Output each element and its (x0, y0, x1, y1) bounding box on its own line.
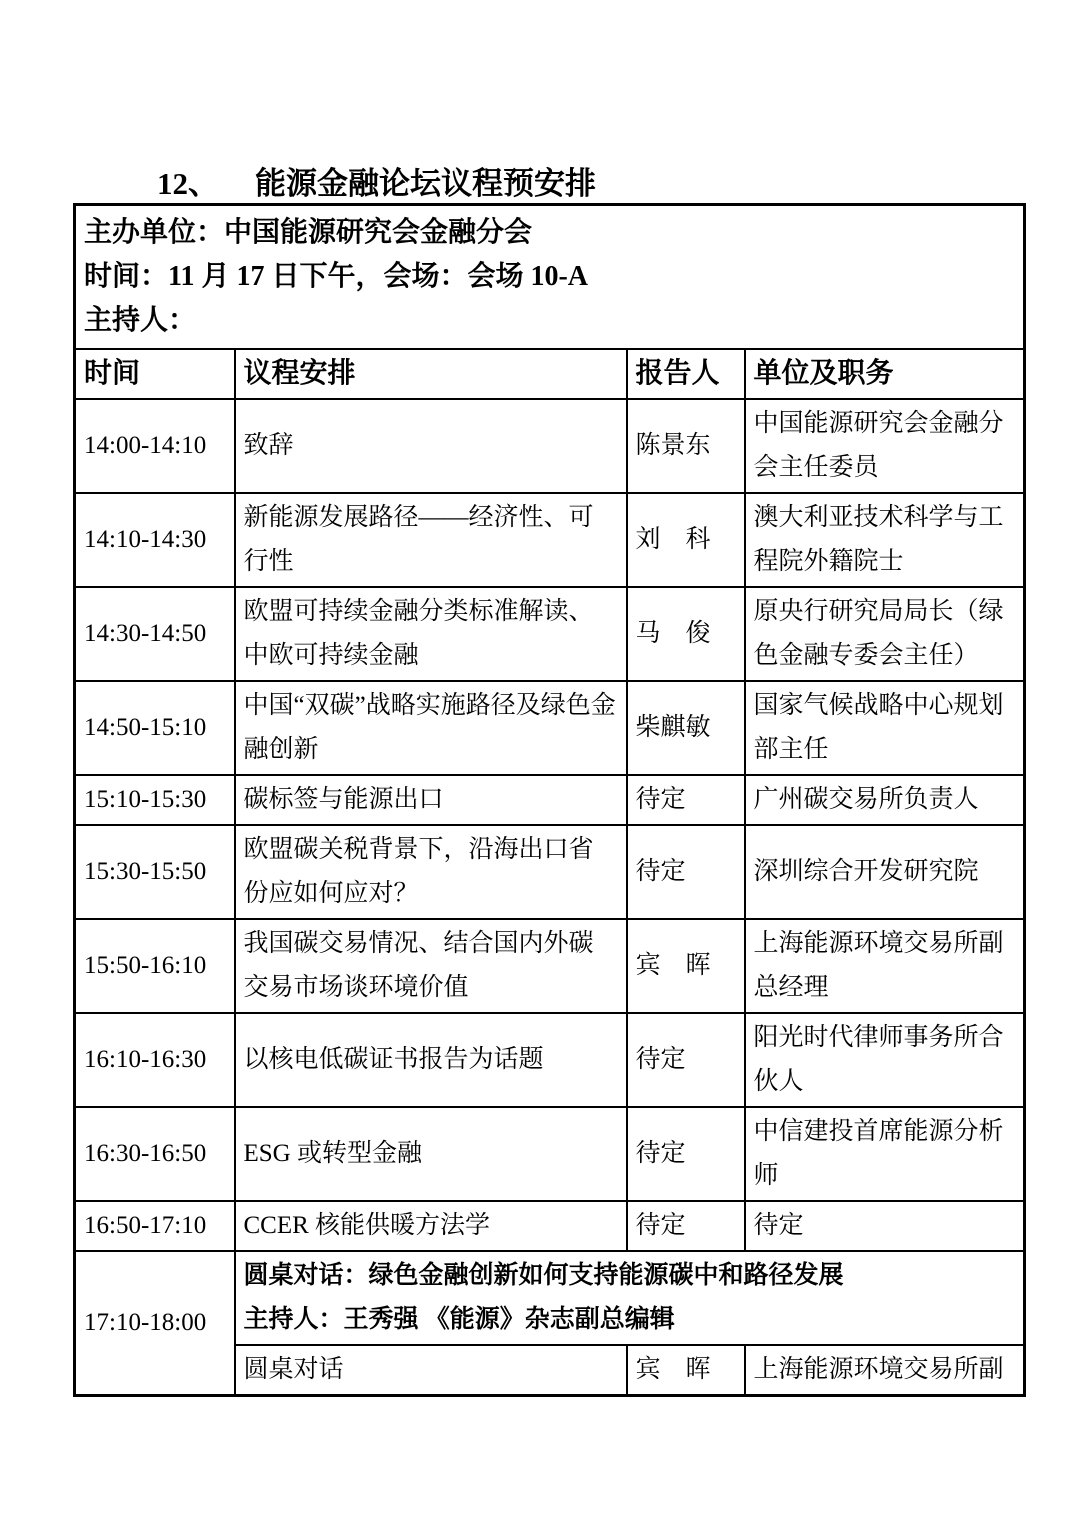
cell-org: 国家气候战略中心规划部主任 (745, 681, 1025, 775)
table-row (75, 1201, 1025, 1251)
table-row (75, 919, 1025, 1013)
cell-time: 14:50-15:10 (75, 681, 235, 775)
header-time: 时间 (75, 349, 235, 399)
table-row (75, 681, 1025, 775)
cell-org: 上海能源环境交易所副总经理 (745, 919, 1025, 1013)
agenda-table (73, 203, 1026, 1397)
cell-speaker: 宾 晖 (627, 919, 745, 1013)
roundtable-host: 主持人：王秀强 《能源》杂志副总编辑 (243, 1306, 675, 1333)
cell-speaker: 宾 晖 (627, 1345, 745, 1396)
cell-agenda: 欧盟碳关税背景下，沿海出口省份应如何应对？ (235, 825, 627, 919)
cell-org: 广州碳交易所负责人 (745, 775, 1025, 825)
cell-agenda: 圆桌对话 (235, 1345, 627, 1396)
table-header-row (75, 349, 1025, 399)
info-organizer: 主办单位：中国能源研究会金融分会 (84, 217, 533, 248)
table-row (75, 587, 1025, 681)
page-title (157, 158, 596, 203)
cell-time: 17:10-18:00 (75, 1251, 235, 1396)
cell-agenda: 中国“双碳”战略实施路径及绿色金融创新 (235, 681, 627, 775)
roundtable-merged-cell (235, 1251, 1025, 1345)
table-row (75, 1107, 1025, 1201)
cell-org: 原央行研究局局长（绿色金融专委会主任） (745, 587, 1025, 681)
cell-agenda: 碳标签与能源出口 (235, 775, 627, 825)
header-agenda: 议程安排 (235, 349, 627, 399)
page-title-text: 能源金融论坛议程预安排 (255, 166, 596, 201)
cell-speaker: 陈景东 (627, 399, 745, 493)
cell-agenda: ESG 或转型金融 (235, 1107, 627, 1201)
cell-time: 16:30-16:50 (75, 1107, 235, 1201)
roundtable-topic: 圆桌对话：绿色金融创新如何支持能源碳中和路径发展 (243, 1262, 844, 1289)
cell-time: 14:10-14:30 (75, 493, 235, 587)
cell-agenda: 我国碳交易情况、结合国内外碳交易市场谈环境价值 (235, 919, 627, 1013)
cell-time: 16:10-16:30 (75, 1013, 235, 1107)
cell-agenda: 新能源发展路径——经济性、可行性 (235, 493, 627, 587)
cell-org: 中国能源研究会金融分会主任委员 (745, 399, 1025, 493)
cell-time: 14:00-14:10 (75, 399, 235, 493)
cell-org: 深圳综合开发研究院 (745, 825, 1025, 919)
cell-time: 16:50-17:10 (75, 1201, 235, 1251)
page-title-number: 12、 (157, 166, 219, 201)
table-row (75, 399, 1025, 493)
cell-time: 15:50-16:10 (75, 919, 235, 1013)
roundtable-row-merged (75, 1251, 1025, 1345)
cell-agenda: 致辞 (235, 399, 627, 493)
table-row (75, 1013, 1025, 1107)
cell-org: 上海能源环境交易所副 (745, 1345, 1025, 1396)
cell-org: 澳大利亚技术科学与工程院外籍院士 (745, 493, 1025, 587)
cell-agenda: 以核电低碳证书报告为话题 (235, 1013, 627, 1107)
cell-time: 15:30-15:50 (75, 825, 235, 919)
cell-speaker: 待定 (627, 775, 745, 825)
info-cell (75, 205, 1025, 350)
cell-agenda: 欧盟可持续金融分类标准解读、中欧可持续金融 (235, 587, 627, 681)
table-row (75, 775, 1025, 825)
info-time-venue: 时间：11 月 17 日下午，会场：会场 10-A (84, 261, 589, 292)
cell-speaker: 柴麒敏 (627, 681, 745, 775)
header-speaker: 报告人 (627, 349, 745, 399)
cell-agenda: CCER 核能供暖方法学 (235, 1201, 627, 1251)
info-row (75, 205, 1025, 350)
cell-speaker: 待定 (627, 1013, 745, 1107)
cell-org: 中信建投首席能源分析师 (745, 1107, 1025, 1201)
header-org: 单位及职务 (745, 349, 1025, 399)
table-row (75, 825, 1025, 919)
cell-speaker: 马 俊 (627, 587, 745, 681)
table-row (75, 493, 1025, 587)
cell-speaker: 刘 科 (627, 493, 745, 587)
cell-speaker: 待定 (627, 1201, 745, 1251)
cell-time: 15:10-15:30 (75, 775, 235, 825)
cell-speaker: 待定 (627, 1107, 745, 1201)
cell-org: 待定 (745, 1201, 1025, 1251)
info-host: 主持人： (84, 305, 197, 336)
cell-org: 阳光时代律师事务所合伙人 (745, 1013, 1025, 1107)
cell-time: 14:30-14:50 (75, 587, 235, 681)
cell-speaker: 待定 (627, 825, 745, 919)
